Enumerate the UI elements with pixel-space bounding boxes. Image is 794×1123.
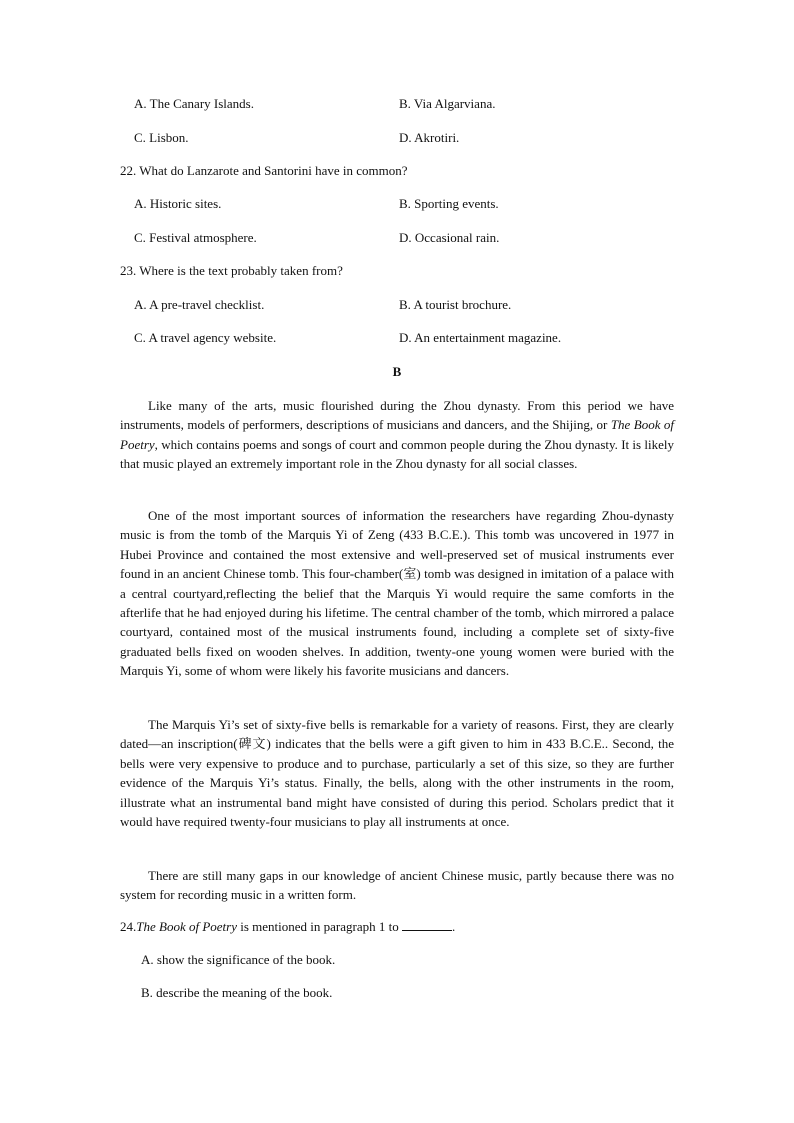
q23-option-a: A. A pre-travel checklist.: [134, 297, 265, 312]
q24-stem-text: is mentioned in paragraph 1 to: [236, 919, 402, 934]
q23-option-b: B. A tourist brochure.: [399, 297, 512, 312]
q22-option-b: B. Sporting events.: [399, 196, 499, 211]
answer-blank: [402, 919, 452, 931]
q22-option-a: A. Historic sites.: [134, 196, 222, 211]
q24-option-a: A. show the significance of the book.: [141, 952, 336, 967]
paragraph-1: [120, 396, 674, 474]
q22-option-c: C. Festival atmosphere.: [134, 230, 257, 245]
q24-number: 24.: [120, 919, 137, 934]
q23-option-c: C. A travel agency website.: [134, 330, 277, 345]
q24-option-b: B. describe the meaning of the book.: [141, 985, 333, 1000]
q24-stem: [120, 919, 455, 935]
paragraph-1-book-title: The Book of Poetry: [120, 417, 675, 452]
q23-stem: 23. Where is the text probably taken from?: [120, 263, 343, 278]
paragraph-1-text-start: Like many of the arts, music flourished during the Zhou dynasty. From this period we have instruments, models of performers, descriptions of musicians and dancers, and the Shijing, or: [120, 398, 674, 433]
q22-stem: 22. What do Lanzarote and Santorini have in common?: [120, 163, 408, 178]
q21-option-d: D. Akrotiri.: [399, 130, 460, 145]
paragraph-3: The Marquis Yi’s set of sixty-five bells is remarkable for a variety of reasons. First, they are clearly dated—an inscription(碑文) indicates that the bells were a gift given to him in 433 B.C.E.. Second, the bells were very expensive to produce and to purchase, particularly a set of this size, so they are further evidence of the Marquis Yi’s status. Finally, the bells, along with the other instruments in the room, illustrate what an instrumental band might have consisted of during this period. Scholars predict that it would have required twenty-four musicians to play all instruments at once.: [120, 717, 674, 830]
q21-option-c: C. Lisbon.: [134, 130, 189, 145]
paragraph-2: One of the most important sources of information the researchers have regarding Zhou-dynasty music is from the tomb of the Marquis Yi of Zeng (433 B.C.E.). This tomb was uncovered in 1977 in Hubei Province and contained the most extensive and well-preserved set of musical instruments ever found in an ancient Chinese tomb. This four-chamber(室) tomb was designed in imitation of a palace with a central courtyard,reflecting the belief that the Marquis Yi would require the same comforts in the afterlife that he had enjoyed during his lifetime. The central chamber of the tomb, which mirrored a palace courtyard, contained most of the musical instruments found, including a complete set of sixty-five graduated bells fixed on wooden shelves. In addition, twenty-one young women were buried with the Marquis Yi, some of whom were likely his favorite musicians and dancers.: [120, 508, 674, 679]
paragraph-1-text-end: , which contains poems and songs of court and common people during the Zhou dynasty. It is likely that music played an extremely important role in the Zhou dynasty for all social classes.: [120, 436, 674, 472]
q22-option-d: D. Occasional rain.: [399, 230, 500, 245]
q21-option-b: B. Via Algarviana.: [399, 96, 496, 111]
paragraph-4: There are still many gaps in our knowledge of ancient Chinese music, partly because there was no system for recording music in a written form.: [120, 868, 674, 903]
q24-stem-end: .: [451, 919, 456, 934]
q21-option-a: A. The Canary Islands.: [134, 96, 254, 111]
section-title: B: [392, 364, 402, 379]
q24-book-title: The Book of Poetry: [136, 919, 237, 934]
q23-option-d: D. An entertainment magazine.: [399, 330, 562, 345]
